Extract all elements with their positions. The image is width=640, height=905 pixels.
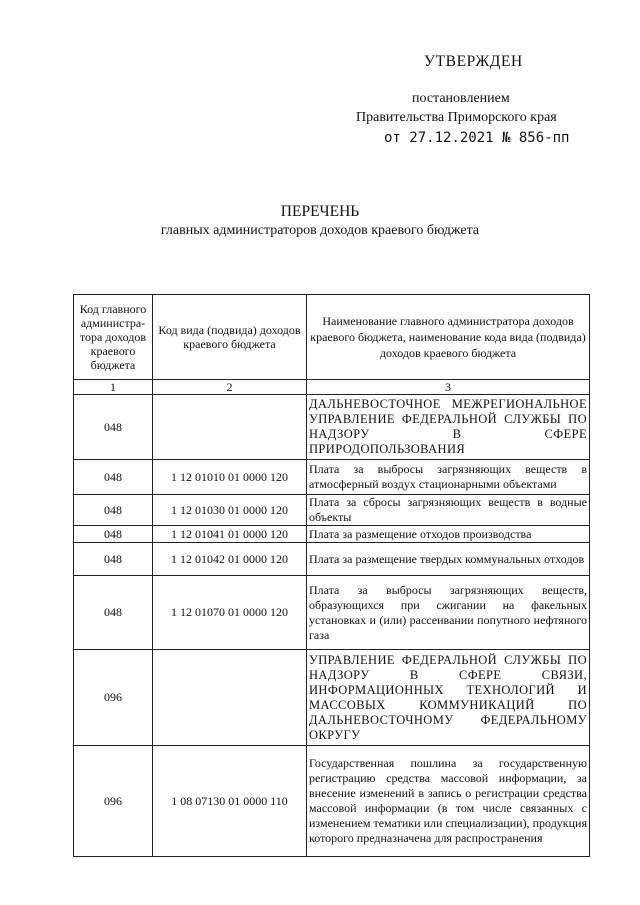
column-number: 1 bbox=[74, 380, 153, 395]
admin-code-cell: 048 bbox=[74, 395, 153, 460]
document-title: ПЕРЕЧЕНЬ bbox=[280, 203, 360, 220]
table-row bbox=[74, 460, 590, 495]
approved-title: УТВЕРЖДЕН bbox=[424, 53, 523, 70]
income-code-cell: 1 12 01041 01 0000 120 bbox=[153, 526, 307, 543]
table-row bbox=[74, 495, 590, 526]
name-cell: Государственная пошлина за государственную регистрацию средства массовой информации, за внесение изменений в запись о регистрации средства массовой информации (в том числе связанных с изменением тематики или специализации), продукция которого предназначена для распространения bbox=[307, 746, 590, 857]
table-row bbox=[74, 395, 590, 460]
name-cell: Плата за размещение отходов производства bbox=[307, 526, 590, 543]
header-name: Наименование главного администратора доходов краевого бюджета, наименование кода вида (подвида) доходов краевого бюджета bbox=[307, 295, 590, 380]
approved-resolution-line: постановлением bbox=[412, 91, 510, 106]
income-code-cell: 1 12 01042 01 0000 120 bbox=[153, 543, 307, 576]
income-code-cell: 1 08 07130 01 0000 110 bbox=[153, 746, 307, 857]
income-code-cell: 1 12 01010 01 0000 120 bbox=[153, 460, 307, 495]
header-admin-code: Код главного администра-тора доходов краевого бюджета bbox=[74, 295, 153, 380]
table-row bbox=[74, 543, 590, 576]
admin-code-cell: 048 bbox=[74, 576, 153, 650]
admin-code-cell: 048 bbox=[74, 460, 153, 495]
table-header-row bbox=[74, 295, 590, 380]
admin-code-cell: 048 bbox=[74, 495, 153, 526]
name-cell: Плата за выбросы загрязняющих веществ, образующихся при сжигании на факельных установках и (или) рассеивании попутного нефтяного газа bbox=[307, 576, 590, 650]
table-row bbox=[74, 650, 590, 746]
table-row bbox=[74, 576, 590, 650]
table-row bbox=[74, 526, 590, 543]
income-code-cell: 1 12 01030 01 0000 120 bbox=[153, 495, 307, 526]
table-column-numbers-row bbox=[74, 380, 590, 395]
name-cell: ДАЛЬНЕВОСТОЧНОЕ МЕЖРЕГИОНАЛЬНОЕ УПРАВЛЕНИЕ ФЕДЕРАЛЬНОЙ СЛУЖБЫ ПО НАДЗОРУ В СФЕРЕ ПРИРОДОПОЛЬЗОВАНИЯ bbox=[307, 395, 590, 460]
approved-date-number: от 27.12.2021 № 856-пп bbox=[384, 130, 570, 146]
admin-code-cell: 048 bbox=[74, 543, 153, 576]
income-code-cell bbox=[153, 395, 307, 460]
header-income-code: Код вида (подвида) доходов краевого бюджета bbox=[153, 295, 307, 380]
column-number: 3 bbox=[307, 380, 590, 395]
admin-code-cell: 096 bbox=[74, 746, 153, 857]
name-cell: Плата за выбросы загрязняющих веществ в атмосферный воздух стационарными объектами bbox=[307, 460, 590, 495]
administrators-table bbox=[73, 294, 590, 857]
income-code-cell bbox=[153, 650, 307, 746]
name-cell: Плата за сбросы загрязняющих веществ в водные объекты bbox=[307, 495, 590, 526]
admin-code-cell: 096 bbox=[74, 650, 153, 746]
name-cell: Плата за размещение твердых коммунальных отходов bbox=[307, 543, 590, 576]
column-number: 2 bbox=[153, 380, 307, 395]
approved-government-line: Правительства Приморского края bbox=[356, 110, 557, 125]
admin-code-cell: 048 bbox=[74, 526, 153, 543]
income-code-cell: 1 12 01070 01 0000 120 bbox=[153, 576, 307, 650]
document-subtitle: главных администраторов доходов краевого бюджета bbox=[160, 223, 480, 238]
name-cell: УПРАВЛЕНИЕ ФЕДЕРАЛЬНОЙ СЛУЖБЫ ПО НАДЗОРУ В СФЕРЕ СВЯЗИ, ИНФОРМАЦИОННЫХ ТЕХНОЛОГИЙ И МАССОВЫХ КОММУНИКАЦИЙ ПО ДАЛЬНЕВОСТОЧНОМУ ФЕДЕРАЛЬНОМУ ОКРУГУ bbox=[307, 650, 590, 746]
table-row bbox=[74, 746, 590, 857]
